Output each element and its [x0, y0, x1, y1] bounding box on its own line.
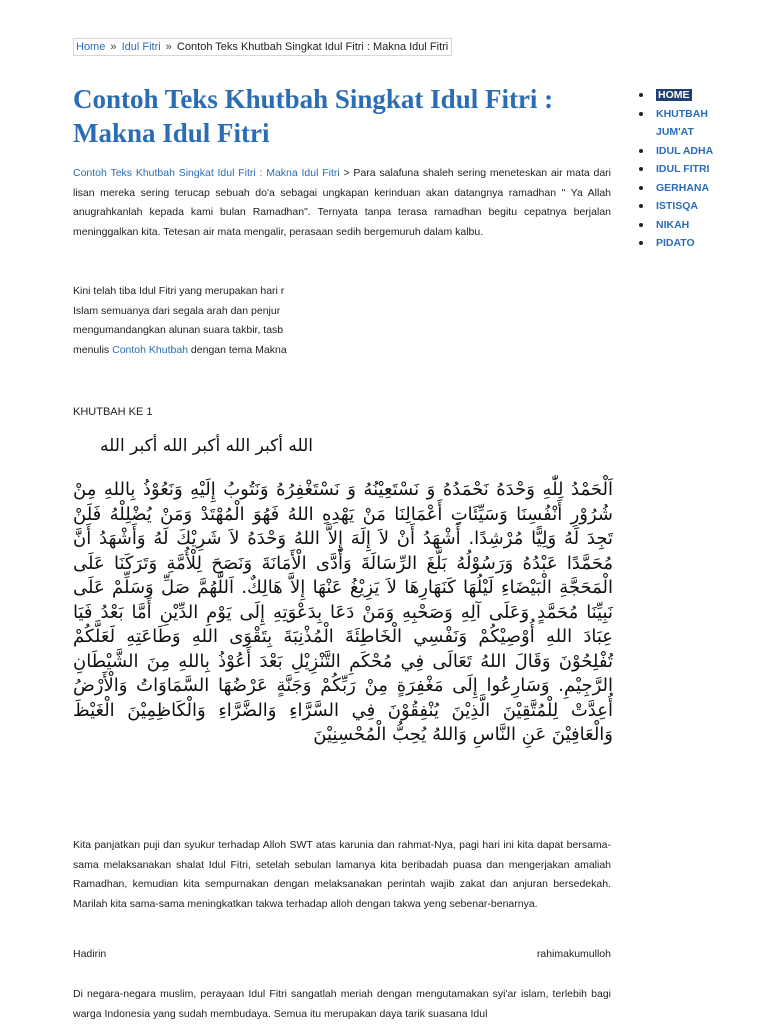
intro-paragraph — [73, 164, 611, 242]
sidebar-item-khutbah-jumat — [638, 105, 716, 142]
sidebar-item-idul-adha — [638, 142, 716, 161]
breadcrumb-current: Contoh Teks Khutbah Singkat Idul Fitri : Makna Idul Fitri — [176, 41, 449, 53]
sidebar-menu — [638, 86, 716, 253]
arabic-text: اَلْحَمْدُ لِلّٰهِ وَحْدَهُ نَحْمَدُهُ وَ نَسْتَعِيْنُهُ وَ نَسْتَغْفِرُهُ وَنَتُوبُ إِلَيْهِ وَنَعُوْذُ بِاللهِ مِنْ شُرُوْرِ أَنْفُسِنَا وَسَيِّئَاتِ أَعْمَالِنَا مَنْ يَهْدِهِ اللهُ فَهُوَ الْمُهْتَدْ وَمَنْ يُضْلِلْهُ فَلَنْ تَجِدَ لَهُ وَلِيًّا مُرْشِدًا. أَشْهَدُ أَنْ لاَ إِلَهَ إِلاَّ اللهُ وَحْدَهُ لاَ شَرِيْكَ لَهُ وَأَشْهَدُ أَنَّ مُحَمَّدًا عَبْدُهُ وَرَسُوْلُهُ بَلَّغَ الرِّسَالَةَ وَأَدَّى الْأَمَانَةَ وَنَصَحَ لِلْأُمَّةِ وَتَرَكَنَا عَلَى الْمَحَجَّةِ الْبَيْضَاءِ لَيْلُهَا كَنَهَارِهَا لاَ يَزِيْغُ عَنْهَا إِلاَّ هَالِكٌ. اَللَّهُمَّ صَلِّ وَسَلِّمْ عَلَى نَبِيِّنَا مُحَمَّدٍ وَعَلَى آلِهِ وَصَحْبِهِ وَمَنْ دَعَا بِدَعْوَتِهِ إِلَى يَوْمِ الدِّيْنِ أَمَّا بَعْدُ فَيَا عِبَادَ اللهِ أُوْصِيْكُمْ وَنَفْسِي الْخَاطِئَةَ الْمُذْنِبَةَ بِتَقْوَى اللهِ وَطَاعَتِهِ لَعَلَّكُمْ تُفْلِحُوْنَ وَقَالَ اللهُ تَعَالَى فِي مُحْكَمِ التَّنْزِيْلِ بَعْدَ أَعُوْذُ بِاللهِ مِنَ الشَّيْطَانِ الرَّجِيْمِ. وَسَارِعُوا إِلَى مَغْفِرَةٍ مِنْ رَبِّكُمْ وَجَنَّةٍ عَرْضُهَا السَّمَاوَاتُ وَالْأَرْضُ أُعِدَّتْ لِلْمُتَّقِيْنَ الَّذِيْنَ يُنْفِقُوْنَ فِي السَّرَّاءِ وَالضَّرَّاءِ وَالْكَاظِمِيْنَ الْغَيْظَ وَالْعَافِيْنَ عَنِ النَّاسِ وَاللهُ يُحِبُّ الْمُحْسِنِيْنَ — [73, 479, 613, 745]
breadcrumb — [73, 38, 452, 56]
breadcrumb-home-link[interactable]: Home — [76, 41, 106, 53]
breadcrumb-category-link[interactable]: Idul Fitri — [121, 41, 161, 53]
body-paragraph: Kita panjatkan puji dan syukur terhadap Alloh SWT atas karunia dan rahmat-Nya, pagi hari ini kita dapat bersama-sama melaksanakan shalat Idul Fitri, setelah sebulan lamanya kita beribadah puasa dan mengerjakan amaliah Ramadhan, kemudian kita sempurnakan dengan melaksanakan perintah wajib zakat dan anjuran bersedekah. Marilah kita sama-sama meningkatkan takwa terhadap alloh dengan takwa yeng sebenar-benarnya. — [73, 839, 611, 910]
intro-text: > Para salafuna shaleh sering meneteskan air mata dari lisan mereka sering terucap sebuah do'a sebagai ungkapan kerinduan akan datangnya ramadhan " Ya Allah anugrahkanlah kepada kami bulan Ramadhan". Ternyata tanpa terasa ramadhan begitu cepatnya berjalan meninggalkan kita. Tetesan air mata mengalir, perasaan sedih bergemuruh dalam kalbu. — [73, 167, 611, 238]
sidebar-link-idul-adha[interactable]: IDUL ADHA — [656, 144, 714, 157]
breadcrumb-separator: » — [165, 41, 172, 53]
sidebar-link-istisqa[interactable]: ISTISQA — [656, 200, 699, 212]
hadirin-left: Hadirin — [73, 948, 107, 960]
sidebar-link-nikah[interactable]: NIKAH — [656, 218, 690, 231]
article-self-link[interactable]: Contoh Teks Khutbah Singkat Idul Fitri : Makna Idul Fitri — [73, 167, 340, 179]
second-paragraph-line: menulis — [73, 343, 113, 356]
hadirin-line — [73, 948, 611, 960]
sidebar-item-gerhana — [638, 179, 716, 198]
contoh-khutbah-link[interactable]: Contoh Khutbah — [112, 343, 189, 356]
sidebar-link-gerhana[interactable]: GERHANA — [656, 181, 710, 194]
sidebar-link-home[interactable]: HOME — [658, 89, 690, 101]
sidebar-link-idul-fitri[interactable]: IDUL FITRI — [656, 163, 710, 175]
breadcrumb-separator: » — [110, 41, 117, 53]
second-paragraph — [73, 282, 311, 360]
second-paragraph-line: Kini telah tiba Idul Fitri yang merupakan hari r — [73, 285, 285, 297]
second-paragraph-line: dengan tema Makna — [188, 343, 287, 356]
body-paragraph: Di negara-negara muslim, perayaan Idul Fitri sangatlah meriah dengan mengutamakan syi'ar islam, terlebih bagi warga Indonesia yang sudah membudaya. Semua itu merupakan daya tarik suasana Idul — [73, 988, 611, 1020]
second-paragraph-line: Islam semuanya dari segala arah dan penjur — [73, 304, 281, 317]
page-title: Contoh Teks Khutbah Singkat Idul Fitri : Makna Idul Fitri — [73, 84, 554, 148]
second-paragraph-line: mengumandangkan alunan suara takbir, tasb — [73, 324, 284, 336]
sidebar-link-khutbah-jumat[interactable]: KHUTBAH JUM'AT — [656, 107, 708, 138]
sidebar-item-home — [638, 86, 716, 105]
arabic-khutbah — [73, 430, 613, 860]
khutbah-heading: KHUTBAH KE 1 — [73, 406, 153, 418]
sidebar-link-pidato[interactable]: PIDATO — [656, 237, 695, 249]
sidebar-item-nikah — [638, 216, 716, 235]
sidebar-item-idul-fitri — [638, 160, 716, 179]
hadirin-right: rahimakumulloh — [536, 948, 611, 960]
takbir-line: الله أكبر الله أكبر الله أكبر الله — [100, 436, 313, 456]
sidebar-item-istisqa — [638, 197, 716, 216]
sidebar-item-pidato — [638, 234, 716, 253]
